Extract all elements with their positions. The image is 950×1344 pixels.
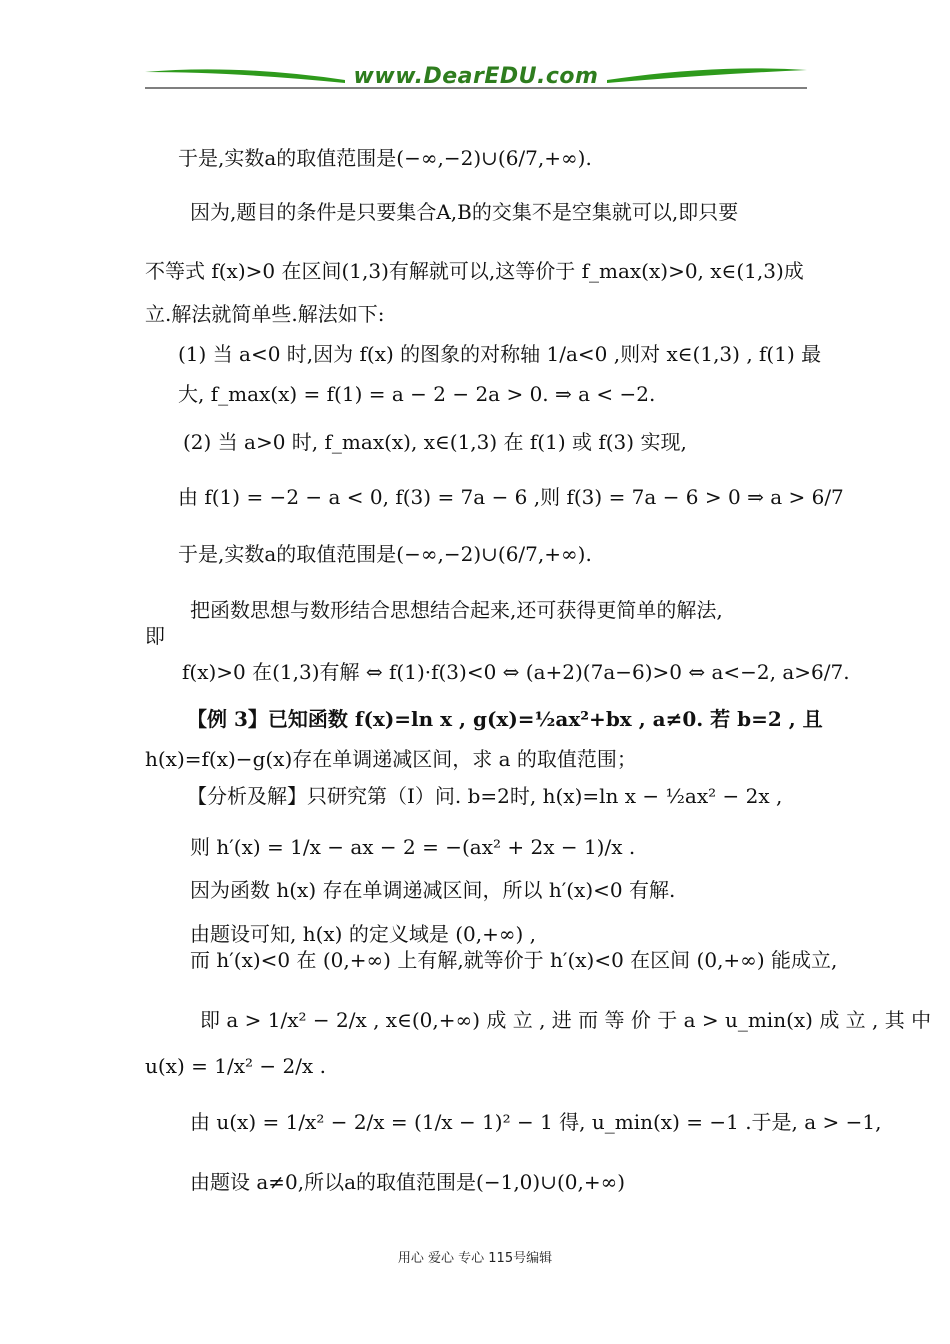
text-line: 即	[145, 624, 165, 648]
text-line: 把函数思想与数形结合思想结合起来,还可获得更简单的解法,	[190, 598, 723, 622]
text-line: f(x)>0 在(1,3)有解 ⇔ f(1)·f(3)<0 ⇔ (a+2)(7a−6)>0 ⇔ a<−2, a>6/7.	[182, 660, 850, 684]
page-header	[145, 58, 807, 98]
text-line: 于是,实数a的取值范围是(−∞,−2)∪(6/7,+∞).	[178, 542, 592, 566]
text-line: 由 f(1) = −2 − a < 0, f(3) = 7a − 6 ,则 f(3) = 7a − 6 > 0 ⇒ a > 6/7	[178, 485, 844, 509]
text-line: 则 h′(x) = 1/x − ax − 2 = −(ax² + 2x − 1)/x .	[190, 835, 636, 859]
text-line: (1) 当 a<0 时,因为 f(x) 的图象的对称轴 1/a<0 ,则对 x∈(1,3) , f(1) 最	[178, 342, 822, 366]
text-line: h(x)=f(x)−g(x)存在单调递减区间，求 a 的取值范围；	[145, 747, 637, 771]
text-line: 即 a > 1/x² − 2/x , x∈(0,+∞) 成 立 , 进 而 等 价 于 a > u_min(x) 成 立 , 其 中	[200, 1008, 932, 1032]
text-line: 因为函数 h(x) 存在单调递减区间，所以 h′(x)<0 有解.	[190, 878, 676, 902]
text-line: u(x) = 1/x² − 2/x .	[145, 1054, 326, 1078]
text-line: 因为,题目的条件是只要集合A,B的交集不是空集就可以,即只要	[190, 200, 739, 224]
text-line: 于是,实数a的取值范围是(−∞,−2)∪(6/7,+∞).	[178, 146, 592, 170]
text-line: 大, f_max(x) = f(1) = a − 2 − 2a > 0. ⇒ a < −2.	[178, 382, 656, 406]
text-line: 立.解法就简单些.解法如下:	[145, 302, 385, 326]
analysis-heading: 【分析及解】只研究第（I）问. b=2时, h(x)=ln x − ½ax² − 2x ,	[187, 784, 783, 808]
example-heading: 【例 3】已知函数 f(x)=ln x , g(x)=½ax²+bx , a≠0. 若 b=2 , 且	[187, 707, 823, 731]
text-line: (2) 当 a>0 时, f_max(x), x∈(1,3) 在 f(1) 或 f(3) 实现,	[183, 430, 687, 454]
text-line: 由题设可知, h(x) 的定义域是 (0,+∞) ,	[190, 922, 537, 946]
text-line: 由题设 a≠0,所以a的取值范围是(−1,0)∪(0,+∞)	[190, 1170, 626, 1194]
text-line: 而 h′(x)<0 在 (0,+∞) 上有解,就等价于 h′(x)<0 在区间 (0,+∞) 能成立,	[190, 948, 838, 972]
text-line: 不等式 f(x)>0 在区间(1,3)有解就可以,这等价于 f_max(x)>0, x∈(1,3)成	[145, 259, 804, 283]
page-footer: 用心 爱心 专心 115号编辑	[397, 1251, 553, 1266]
site-name: www.DearEDU.com	[353, 64, 599, 89]
text-line: 由 u(x) = 1/x² − 2/x = (1/x − 1)² − 1 得, u_min(x) = −1 .于是, a > −1,	[190, 1110, 882, 1134]
